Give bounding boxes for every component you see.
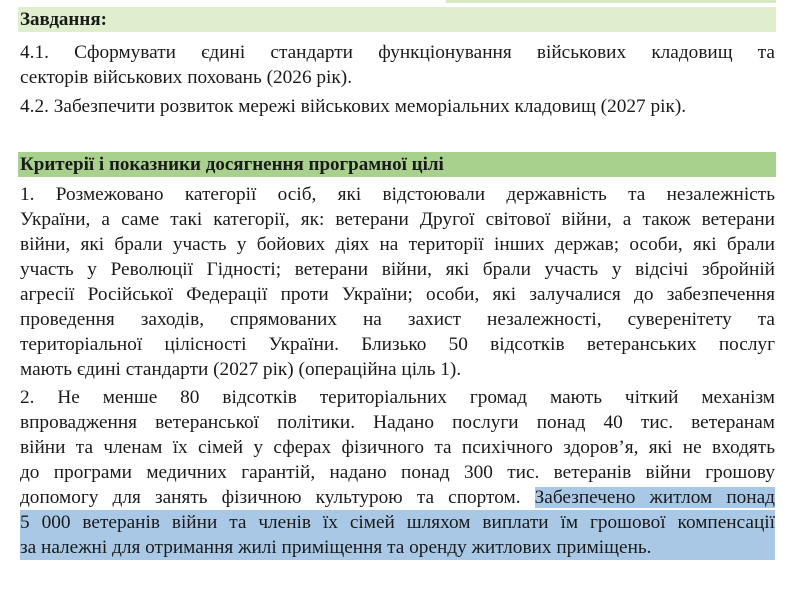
text-line: до програми медичних гарантій, надано понад 300 тис. ветеранів війни грошову bbox=[20, 462, 775, 483]
text-line: 4.2. Забезпечити розвиток мережі військових меморіальних кладовищ (2027 рік). bbox=[20, 96, 687, 117]
selected-text[interactable]: Забезпечено житлом понад bbox=[534, 487, 775, 508]
selected-text-line[interactable]: 5 000 ветеранів війни та членів їх сімей шляхом виплати їм грошової компенсації bbox=[20, 512, 775, 533]
task-paragraph-2 bbox=[20, 94, 775, 119]
text-line: участь у Революції Гідності; ветерани війни, які брали участь у відсічі збройній bbox=[20, 259, 775, 280]
criteria-item-1 bbox=[20, 182, 775, 382]
top-highlight-strip bbox=[446, 0, 776, 3]
text-line: 1. Розмежовано категорії осіб, які відстоювали державність та незалежність bbox=[20, 184, 775, 205]
text-line: агресії Російської Федерації проти України; особи, які залучалися до забезпечення bbox=[20, 284, 775, 305]
plain-text: допомогу для занять фізичною культурою та спортом. bbox=[20, 487, 535, 508]
text-line: територіальної цілісності України. Близько 50 відсотків ветеранських послуг bbox=[20, 334, 775, 355]
criteria-item-2 bbox=[20, 385, 775, 560]
text-line: України, а саме такі категорії, як: ветерани Другої світової війни, а також ветерани bbox=[20, 209, 775, 230]
text-line: 4.1. Сформувати єдині стандарти функціонування військових кладовищ та bbox=[20, 42, 775, 63]
text-line: війни та членам їх сімей у сферах фізичного та психічного здоров’я, які не входять bbox=[20, 437, 775, 458]
task-paragraph-1 bbox=[20, 40, 775, 90]
text-line: 2. Не менше 80 відсотків територіальних громад мають чіткий механізм bbox=[20, 387, 775, 408]
text-line: секторів військових поховань (2026 рік). bbox=[20, 67, 353, 88]
text-line: впровадження ветеранської політики. Надано послуги понад 40 тис. ветеранам bbox=[20, 412, 775, 433]
text-line: проведення заходів, спрямованих на захист незалежності, суверенітету та bbox=[20, 309, 775, 330]
task-heading: Завдання: bbox=[18, 7, 776, 32]
text-line-mixed bbox=[20, 485, 775, 510]
criteria-heading: Критерії і показники досягнення програмної цілі bbox=[18, 152, 776, 177]
text-line: мають єдині стандарти (2027 рік) (операційна ціль 1). bbox=[20, 359, 462, 380]
text-line: війни, які брали участь у бойових діях на території інших держав; особи, які брали bbox=[20, 234, 775, 255]
selected-text-line[interactable]: за належні для отримання жилі приміщення та оренду житлових приміщень. bbox=[20, 535, 775, 560]
